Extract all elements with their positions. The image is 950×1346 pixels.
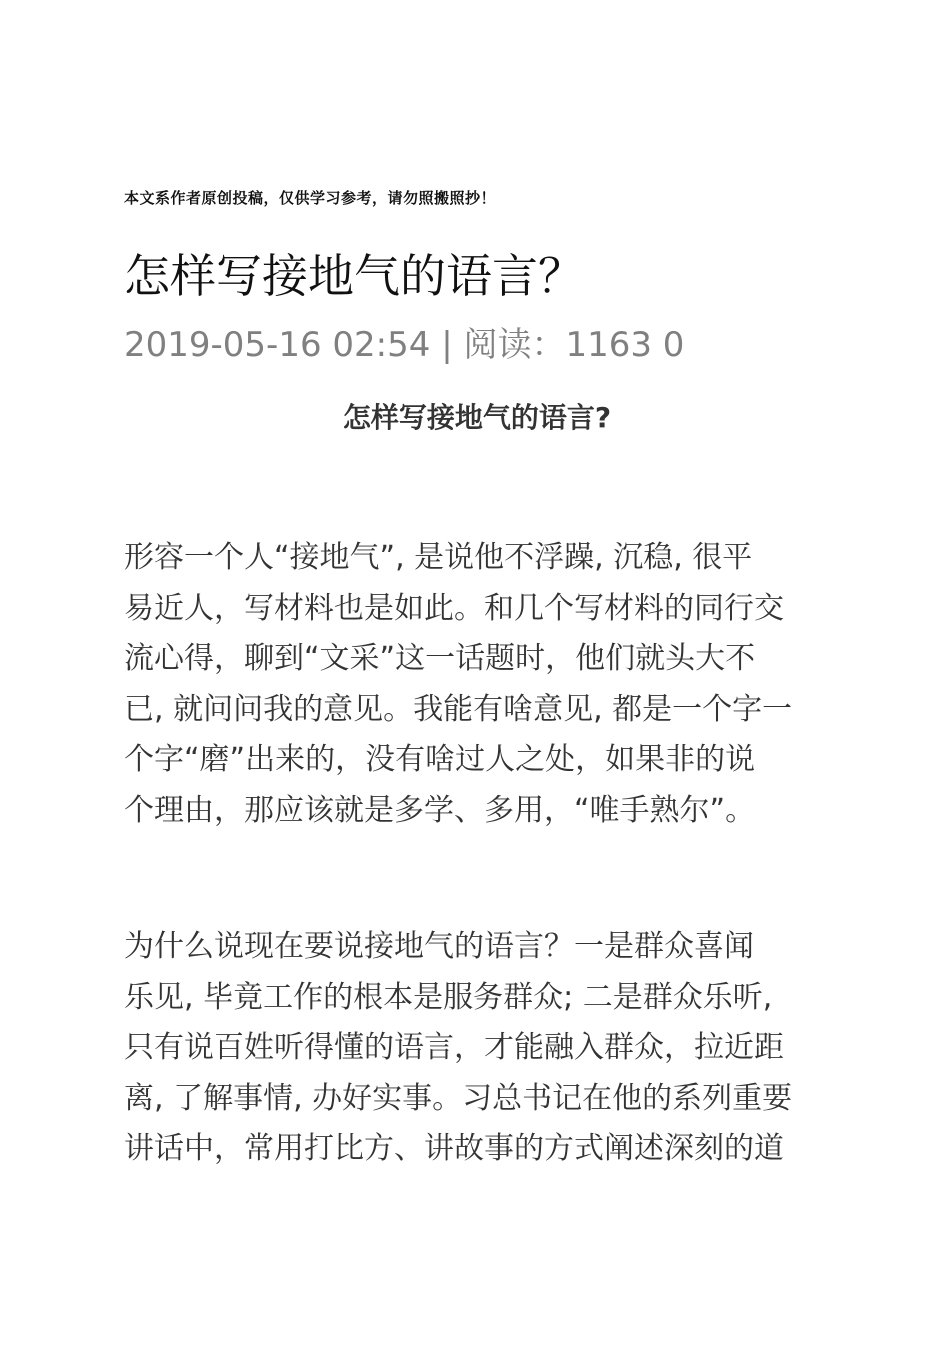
paragraph-line: 已, 就问问我的意见。我能有啥意见, 都是一个字一 xyxy=(124,691,793,727)
paragraph-line: 讲话中，常用打比方、讲故事的方式阐述深刻的道 xyxy=(124,1131,784,1166)
paragraph-line: 形容一个人“接地气”, 是说他不浮躁, 沉稳, 很平 xyxy=(124,540,753,575)
paragraph-line: 乐见, 毕竟工作的根本是服务群众; 二是群众乐听, xyxy=(124,979,773,1015)
paragraph-line: 易近人，写材料也是如此。和几个写材料的同行交 xyxy=(124,590,784,626)
paragraph-line: 离, 了解事情, 办好实事。习总书记在他的系列重要 xyxy=(124,1080,793,1116)
paragraph-line: 个理由，那应该就是多学、多用，“唯手熟尔”。 xyxy=(124,792,756,828)
paragraph xyxy=(124,533,830,836)
copyright-notice: 本文系作者原创投稿，仅供学习参考，请勿照搬照抄！ xyxy=(124,189,497,207)
paragraph xyxy=(124,922,830,1175)
paragraph-line: 流心得，聊到“文采”这一话题时，他们就头大不 xyxy=(124,641,756,676)
article-subtitle: 怎样写接地气的语言? xyxy=(342,401,612,434)
paragraph-line: 个字“磨”出来的，没有啥过人之处，如果非的说 xyxy=(124,742,756,777)
paragraph-line: 为什么说现在要说接地气的语言？一是群众喜闻 xyxy=(124,929,754,964)
article-meta: 2019-05-16 02:54 | 阅读：1163 0 xyxy=(124,325,685,365)
paragraph-line: 只有说百姓听得懂的语言，才能融入群众，拉近距 xyxy=(124,1030,784,1065)
article-title: 怎样写接地气的语言？ xyxy=(124,249,584,303)
